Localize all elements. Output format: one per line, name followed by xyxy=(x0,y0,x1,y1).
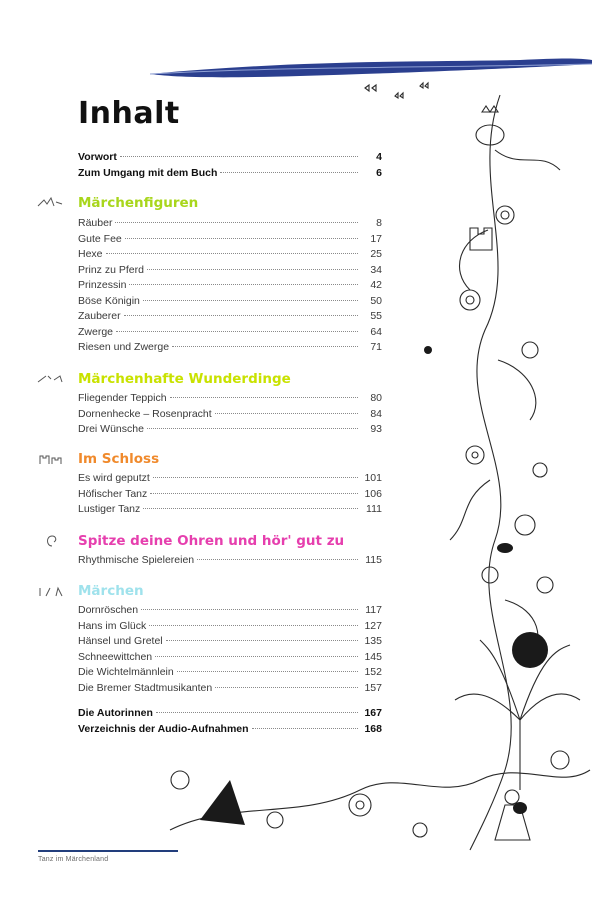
toc-page-number: 17 xyxy=(370,232,382,245)
leader-dots xyxy=(124,315,358,316)
section-heading: Märchen xyxy=(78,583,144,599)
toc-label: Höfischer Tanz xyxy=(78,487,148,500)
section-heading: Im Schloss xyxy=(78,451,160,467)
leader-dots xyxy=(147,428,358,429)
toc-row[interactable] xyxy=(78,650,382,666)
toc-page-number: 64 xyxy=(370,325,382,338)
rose-flower xyxy=(522,342,538,358)
leader-dots xyxy=(116,331,358,332)
leader-dots xyxy=(115,222,358,223)
toc-row[interactable] xyxy=(78,502,382,518)
leader-dots xyxy=(156,712,358,713)
toc-label: Riesen und Zwerge xyxy=(78,341,170,353)
leader-dots xyxy=(120,156,358,157)
running-footer: Tanz im Märchenland xyxy=(38,856,109,863)
toc-row[interactable] xyxy=(78,706,382,722)
toc-label: Dornröschen xyxy=(78,604,139,616)
toc-label: Hänsel und Gretel xyxy=(78,635,163,647)
leader-dots xyxy=(153,477,358,478)
toc-label: Zum Umgang mit dem Buch xyxy=(78,166,218,179)
leader-dots xyxy=(141,609,358,610)
toc-row[interactable] xyxy=(78,553,382,569)
toc-page-number: 152 xyxy=(364,666,382,678)
book-icon xyxy=(34,584,66,598)
toc-row[interactable] xyxy=(78,340,382,356)
toc-row[interactable] xyxy=(78,166,382,182)
vine-branch xyxy=(450,480,490,540)
toc-label: Hans im Glück xyxy=(78,619,147,632)
toc-row[interactable] xyxy=(78,487,382,503)
rose-flower xyxy=(551,751,569,769)
vine-branch xyxy=(495,150,560,170)
dark-globe xyxy=(512,632,548,668)
rose-flower xyxy=(501,211,509,219)
section-heading: Spitze deine Ohren und hör' gut zu xyxy=(78,533,345,549)
castle-icon xyxy=(34,452,66,466)
leader-dots xyxy=(150,493,358,494)
rose-flower xyxy=(533,463,547,477)
leader-dots xyxy=(147,269,358,270)
toc-row[interactable] xyxy=(78,150,382,166)
toc-row[interactable] xyxy=(78,681,382,697)
toc-row[interactable] xyxy=(78,263,382,279)
vine-branch xyxy=(460,230,488,290)
toc-row[interactable] xyxy=(78,634,382,650)
leader-dots xyxy=(220,172,358,173)
dark-figure xyxy=(513,802,527,814)
toc-page-number: 50 xyxy=(370,294,382,307)
toc-label: Prinzessin xyxy=(78,279,127,291)
toc-label: Die Autorinnen xyxy=(78,707,153,719)
rose-flower xyxy=(537,577,553,593)
leader-dots xyxy=(166,640,358,641)
toc-row[interactable] xyxy=(78,619,382,635)
toc-label: Schneewittchen xyxy=(78,650,153,663)
toc-section-listening xyxy=(78,553,382,569)
toc-row[interactable] xyxy=(78,722,382,738)
toc-page-number: 115 xyxy=(365,554,382,566)
toc-row[interactable] xyxy=(78,216,382,232)
leader-dots xyxy=(215,687,358,688)
rose-flower xyxy=(466,296,474,304)
castle-figure xyxy=(470,228,492,250)
toc-page-number: 106 xyxy=(364,487,382,500)
toc-label: Drei Wünsche xyxy=(78,423,144,435)
toc-label: Hexe xyxy=(78,248,103,260)
toc-page-number: 167 xyxy=(364,707,382,719)
leader-dots xyxy=(172,346,358,347)
toc-label: Zauberer xyxy=(78,310,121,322)
toc-page-number: 157 xyxy=(364,681,382,694)
toc-row[interactable] xyxy=(78,232,382,248)
toc-label: Rhythmische Spielereien xyxy=(78,554,195,566)
leader-dots xyxy=(125,238,358,239)
toc-intro xyxy=(78,150,382,181)
toc-label: Fliegender Teppich xyxy=(78,392,167,404)
toc-label: Lustiger Tanz xyxy=(78,503,141,515)
toc-label: Räuber xyxy=(78,217,113,229)
ear-icon xyxy=(34,534,66,548)
toc-page-number: 80 xyxy=(370,392,382,404)
leader-dots xyxy=(215,413,358,414)
rose-flower xyxy=(267,812,283,828)
toc-row[interactable] xyxy=(78,407,382,423)
toc-page-number: 34 xyxy=(370,263,382,276)
toc-label: Böse Königin xyxy=(78,294,140,307)
toc-page-number: 127 xyxy=(364,619,382,632)
toc-page-number: 8 xyxy=(376,217,382,229)
rose-flower xyxy=(472,452,478,458)
witch-hat xyxy=(200,780,245,825)
toc-section-tales xyxy=(78,603,382,696)
leader-dots xyxy=(129,284,358,285)
footer-rule xyxy=(38,850,178,852)
toc-page-number: 117 xyxy=(365,604,382,616)
rose-flower xyxy=(466,446,484,464)
leader-dots xyxy=(143,508,358,509)
vine-stem xyxy=(470,95,511,850)
vine-branch xyxy=(498,360,536,420)
toc-page-number: 101 xyxy=(364,472,382,484)
toc-page-number: 55 xyxy=(370,310,382,322)
dark-figure xyxy=(497,543,513,553)
rose-flower xyxy=(482,567,498,583)
leader-dots xyxy=(106,253,358,254)
toc-section-castle xyxy=(78,471,382,518)
toc-label: Die Wichtelmännlein xyxy=(78,666,174,678)
toc-page-number: 111 xyxy=(366,503,382,515)
leader-dots xyxy=(177,671,358,672)
toc-section-figures xyxy=(78,216,382,356)
toc-label: Dornenhecke – Rosenpracht xyxy=(78,407,212,420)
toc-page-number: 42 xyxy=(370,279,382,291)
butterfly-icon xyxy=(420,83,428,88)
toc-outro xyxy=(78,706,382,737)
toc-label: Vorwort xyxy=(78,151,117,163)
rose-flower xyxy=(515,515,535,535)
fairy-icon xyxy=(34,196,66,210)
leader-dots xyxy=(252,728,358,729)
toc-row[interactable] xyxy=(78,422,382,438)
leader-dots xyxy=(143,300,358,301)
princess-head xyxy=(505,790,519,804)
toc-row[interactable] xyxy=(78,391,382,407)
rose-flower xyxy=(171,771,189,789)
toc-page-number: 135 xyxy=(364,635,382,647)
toc-page-number: 71 xyxy=(370,341,382,353)
toc-label: Es wird geputzt xyxy=(78,472,150,484)
toc-label: Verzeichnis der Audio-Aufnahmen xyxy=(78,722,249,735)
rose-flower xyxy=(356,801,364,809)
leader-dots xyxy=(170,397,358,398)
toc-page-number: 25 xyxy=(370,248,382,260)
leader-dots xyxy=(149,625,358,626)
section-heading: Märchenfiguren xyxy=(78,195,199,211)
toc-row[interactable] xyxy=(78,325,382,341)
dark-figure xyxy=(424,346,432,354)
fern-leaf xyxy=(520,694,580,720)
section-heading: Märchenhafte Wunderdinge xyxy=(78,371,291,387)
toc-row[interactable] xyxy=(78,665,382,681)
toc-row[interactable] xyxy=(78,294,382,310)
leader-dots xyxy=(197,559,358,560)
toc-page-number: 93 xyxy=(370,423,382,435)
butterfly-icon xyxy=(395,93,403,98)
rose-flower xyxy=(460,290,480,310)
toc-page-number: 4 xyxy=(376,151,382,163)
toc-row[interactable] xyxy=(78,471,382,487)
leader-dots xyxy=(155,656,358,657)
toc-row[interactable] xyxy=(78,309,382,325)
rose-flower xyxy=(413,823,427,837)
rose-flower xyxy=(349,794,371,816)
magic-wand-icon xyxy=(34,372,66,386)
page-title: Inhalt xyxy=(78,96,180,131)
toc-page-number: 168 xyxy=(364,722,382,735)
butterfly-icon xyxy=(365,85,376,91)
toc-page-number: 84 xyxy=(370,407,382,420)
toc-row[interactable] xyxy=(78,247,382,263)
toc-row[interactable] xyxy=(78,603,382,619)
toc-label: Zwerge xyxy=(78,325,114,338)
toc-page-number: 6 xyxy=(376,166,382,179)
rose-flower xyxy=(496,206,514,224)
toc-page-number: 145 xyxy=(364,650,382,663)
toc-row[interactable] xyxy=(78,278,382,294)
toc-label: Gute Fee xyxy=(78,232,122,245)
toc-section-wonders xyxy=(78,391,382,438)
toc-label: Die Bremer Stadtmusikanten xyxy=(78,681,213,694)
toc-label: Prinz zu Pferd xyxy=(78,263,144,276)
